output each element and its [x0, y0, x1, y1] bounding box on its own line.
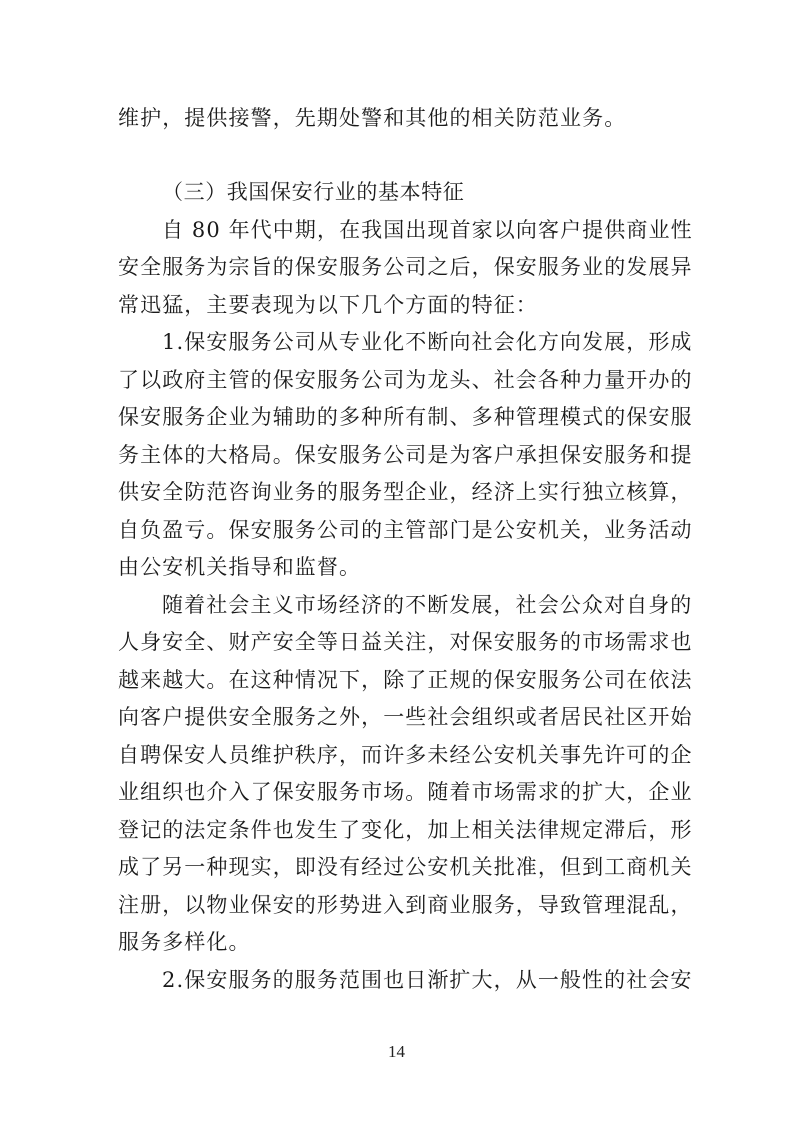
text-line: 了以政府主管的保安服务公司为龙头、社会各种力量开办的: [118, 368, 693, 392]
text-line: 由公安机关指导和监督。: [118, 555, 362, 579]
text-line: 2.保安服务的服务范围也日渐扩大，从一般性的社会安: [162, 968, 693, 992]
text-line: 业组织也介入了保安服务市场。随着市场需求的扩大，企业: [118, 780, 693, 804]
text-line: 成了另一种现实，即没有经过公安机关批准，但到工商机关: [118, 855, 693, 879]
page-number: 14: [388, 1042, 405, 1061]
text-line: 自 80 年代中期，在我国出现首家以向客户提供商业性: [162, 218, 693, 242]
text-line: 供安全防范咨询业务的服务型企业，经济上实行独立核算，: [118, 480, 693, 504]
section-heading: （三）我国保安行业的基本特征: [162, 180, 465, 204]
text-line: 维护，提供接警，先期处警和其他的相关防范业务。: [118, 106, 627, 130]
text-line: 务主体的大格局。保安服务公司是为客户承担保安服务和提: [118, 443, 693, 467]
text-line: 人身安全、财产安全等日益关注，对保安服务的市场需求也: [118, 630, 693, 654]
text-line: 越来越大。在这种情况下，除了正规的保安服务公司在依法: [118, 668, 693, 692]
text-line: 向客户提供安全服务之外，一些社会组织或者居民社区开始: [118, 705, 693, 729]
text-line: 安全服务为宗旨的保安服务公司之后，保安服务业的发展异: [118, 255, 693, 279]
text-line: 随着社会主义市场经济的不断发展，社会公众对自身的: [162, 593, 693, 617]
text-line: 1.保安服务公司从专业化不断向社会化方向发展，形成: [162, 330, 693, 354]
text-line: 保安服务企业为辅助的多种所有制、多种管理模式的保安服: [118, 405, 693, 429]
text-line: 常迅猛，主要表现为以下几个方面的特征：: [118, 293, 538, 317]
text-line: 登记的法定条件也发生了变化，加上相关法律规定滞后，形: [118, 818, 693, 842]
text-line: 服务多样化。: [118, 930, 251, 954]
text-line: 自聘保安人员维护秩序，而许多未经公安机关事先许可的企: [118, 743, 693, 767]
text-line: 注册，以物业保安的形势进入到商业服务，导致管理混乱，: [118, 893, 693, 917]
text-line: 自负盈亏。保安服务公司的主管部门是公安机关，业务活动: [118, 518, 693, 542]
